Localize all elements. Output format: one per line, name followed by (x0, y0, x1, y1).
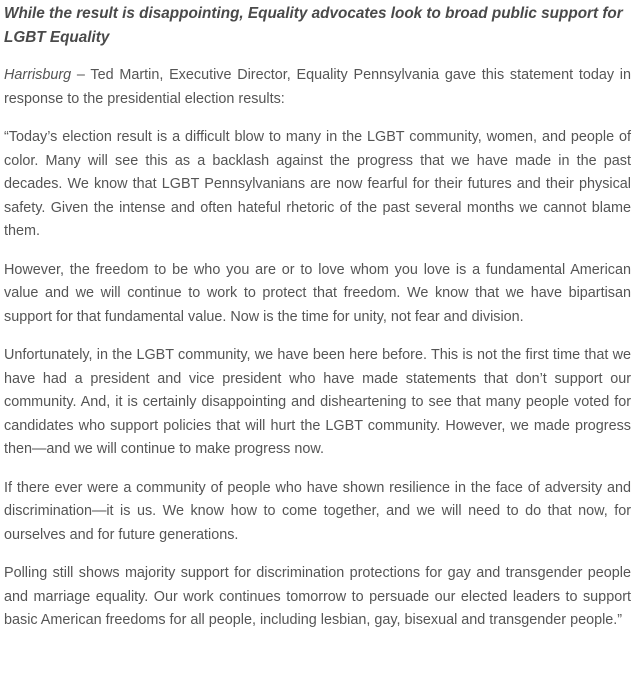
body-paragraph-2: However, the freedom to be who you are or to love whom you love is a fundamental American value and we will continue to work to protect that freedom. We know that we have bipartisan support for that fundamental value. Now is the time for unity, not fear and division. (4, 261, 631, 325)
intro-text: – Ted Martin, Executive Director, Equality Pennsylvania gave this statement today in response to the presidential election results: (4, 67, 631, 107)
body-paragraph-4: If there ever were a community of people who have shown resilience in the face of adversity and discrimination—it is us. We know how to come together, and we will need to do that now, for ourselves and for future generations. (4, 479, 631, 543)
body-paragraph-5: Polling still shows majority support for discrimination protections for gay and transgender people and marriage equality. Our work continues tomorrow to persuade our elected leaders to support basic American freedoms for all people, including lesbian, gay, bisexual and transgender people.” (4, 565, 631, 628)
intro-paragraph (4, 64, 631, 111)
article-headline: While the result is disappointing, Equality advocates look to broad public support for LGBT Equality (4, 5, 623, 46)
body-paragraph-3: Unfortunately, in the LGBT community, we have been here before. This is not the first time that we have had a president and vice president who have made statements that don’t support our community. And, it is certainly disappointing and disheartening to see that many people voted for candidates who support policies that will hurt the LGBT community. However, we made progress then—and we will continue to make progress now. (4, 347, 631, 457)
body-paragraph-1: “Today’s election result is a difficult blow to many in the LGBT community, women, and people of color. Many will see this as a backlash against the progress that we have made in the past decades. We know that LGBT Pennsylvanians are now fearful for their futures and their physical safety. Given the intense and often hateful rhetoric of the past several months we cannot blame them. (4, 129, 631, 239)
dateline: Harrisburg (4, 67, 72, 83)
